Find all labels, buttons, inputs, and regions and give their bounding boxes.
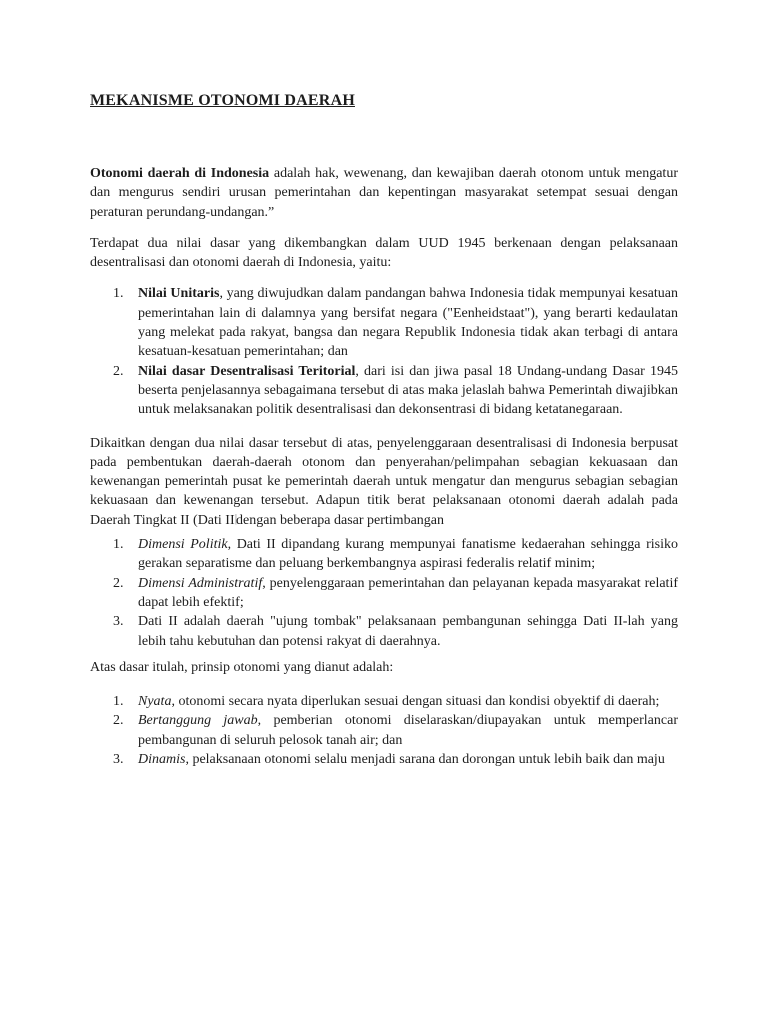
list-item-text [138,362,678,420]
numbered-list-nilai-dasar [90,284,678,419]
italic-lead-dimensi-politik: Dimensi Politik [138,537,228,553]
paragraph-dikaitkan-part2: dengan beberapa dasar pertimbangan [236,512,445,528]
scan-artifact-mark: | [234,510,236,525]
document-title: MEKANISME OTONOMI DAERAH [90,92,355,109]
list-item-text [138,612,678,651]
bold-lead-otonomi-daerah: Otonomi daerah di Indonesia [90,166,270,181]
numbered-list-prinsip-otonomi [90,692,678,769]
list-item-number: 3. [113,614,124,630]
list-item-text [138,711,678,750]
paragraph-dikaitkan [90,434,678,530]
list-item-body: , dari isi dan jiwa pasal 18 Undang-undang Dasar 1945 beserta penjelasannya sebagaimana tersebut di atas maka jelaslah bahwa Pemerintah diwajibkan untuk melaksanakan politik desentralisasi dan dekonsentrasi di bidang ketatanegaraan. [138,363,678,418]
list-item-body: , yang diwujudkan dalam pandangan bahwa Indonesia tidak mempunyai kesatuan pemerintahan lain di dalamnya yang bersifat negara ("Eenheidstaat"), yang berarti kedaulatan yang melekat pada rakyat, bangsa dan negara Republik Indonesia tidak akan terbagi di antara kesatuan-kesatuan pemerintahan; dan [138,286,679,360]
list-item-body: , pemberian otonomi diselaraskan/diupayakan untuk memperlancar pembangunan di seluruh pelosok tanah air; dan [138,713,678,748]
numbered-list-dasar-pertimbangan [90,535,678,651]
bold-lead-nilai-desentralisasi: Nilai dasar Desentralisasi Teritorial [138,363,356,379]
list-item-number: 1. [113,286,124,302]
list-item-text [138,574,678,613]
list-item-text [138,535,678,574]
list-item [90,574,678,613]
list-item-body: , otonomi secara nyata diperlukan sesuai dengan situasi dan kondisi obyektif di daerah; [171,694,660,710]
list-item-body: , pelaksanaan otonomi selalu menjadi sarana dan dorongan untuk lebih baik dan maju [185,752,665,768]
list-item-number: 2. [113,363,124,379]
paragraph-dikaitkan-part1: Dikaitkan dengan dua nilai dasar tersebut di atas, penyelenggaraan desentralisasi di Indonesia berpusat pada pembentukan daerah-daerah otonom dan penyerahan/pelimpahan sebagian kekuasaan dan kewenangan pemerintah pusat ke pemerintah daerah untuk mengatur dan mengurus sebagian sebagian kekuasaan dan kewenangan tersebut. Adapun titik berat pelaksanaan otonomi daerah adalah pada Daerah Tingkat II (Dati II [90,435,678,528]
list-item-number: 3. [113,752,124,768]
italic-lead-nyata: Nyata [138,694,172,710]
list-item [90,535,678,574]
italic-lead-dinamis: Dinamis [138,752,186,768]
paragraph-dua-nilai-dasar: Terdapat dua nilai dasar yang dikembangkan dalam UUD 1945 berkenaan dengan pelaksanaan desentralisasi dan otonomi daerah di Indonesia, yaitu: [90,235,678,271]
paragraph-definition [90,164,678,222]
italic-lead-bertanggung-jawab: Bertanggung jawab [138,713,258,729]
paragraph-definition-body: adalah hak, wewenang, dan kewajiban daerah otonom untuk mengatur dan mengurus sendiri urusan pemerintahan dan kepentingan masyarakat setempat sesuai dengan peraturan perundang-undangan.” [90,166,678,220]
list-item-body: , penyelenggaraan pemerintahan dan pelayanan kepada masyarakat relatif dapat lebih efektif; [138,575,678,610]
list-item-number: 2. [113,575,124,591]
list-item [90,362,678,420]
paragraph-atas-dasar: Atas dasar itulah, prinsip otonomi yang dianut adalah: [90,659,394,675]
list-item-body: , Dati II dipandang kurang mempunyai fanatisme kedaerahan sehingga risiko gerakan separatisme dan peluang berkembangnya aspirasi federalis relatif minim; [138,537,678,572]
list-item-number: 2. [113,713,124,729]
list-item-text [138,692,678,711]
italic-lead-dimensi-administratif: Dimensi Administratif [138,575,263,591]
list-item [90,750,678,769]
list-item-body: Dati II adalah daerah "ujung tombak" pelaksanaan pembangunan sehingga Dati II-lah yang lebih tahu kebutuhan dan potensi rakyat di daerahnya. [138,614,678,649]
list-item [90,612,678,651]
list-item-text [138,750,678,769]
list-item [90,711,678,750]
list-item-number: 1. [113,694,124,710]
list-item-text [138,284,678,361]
bold-lead-nilai-unitaris: Nilai Unitaris [138,286,220,302]
list-item [90,692,678,711]
list-item [90,284,678,361]
list-item-number: 1. [113,537,124,553]
